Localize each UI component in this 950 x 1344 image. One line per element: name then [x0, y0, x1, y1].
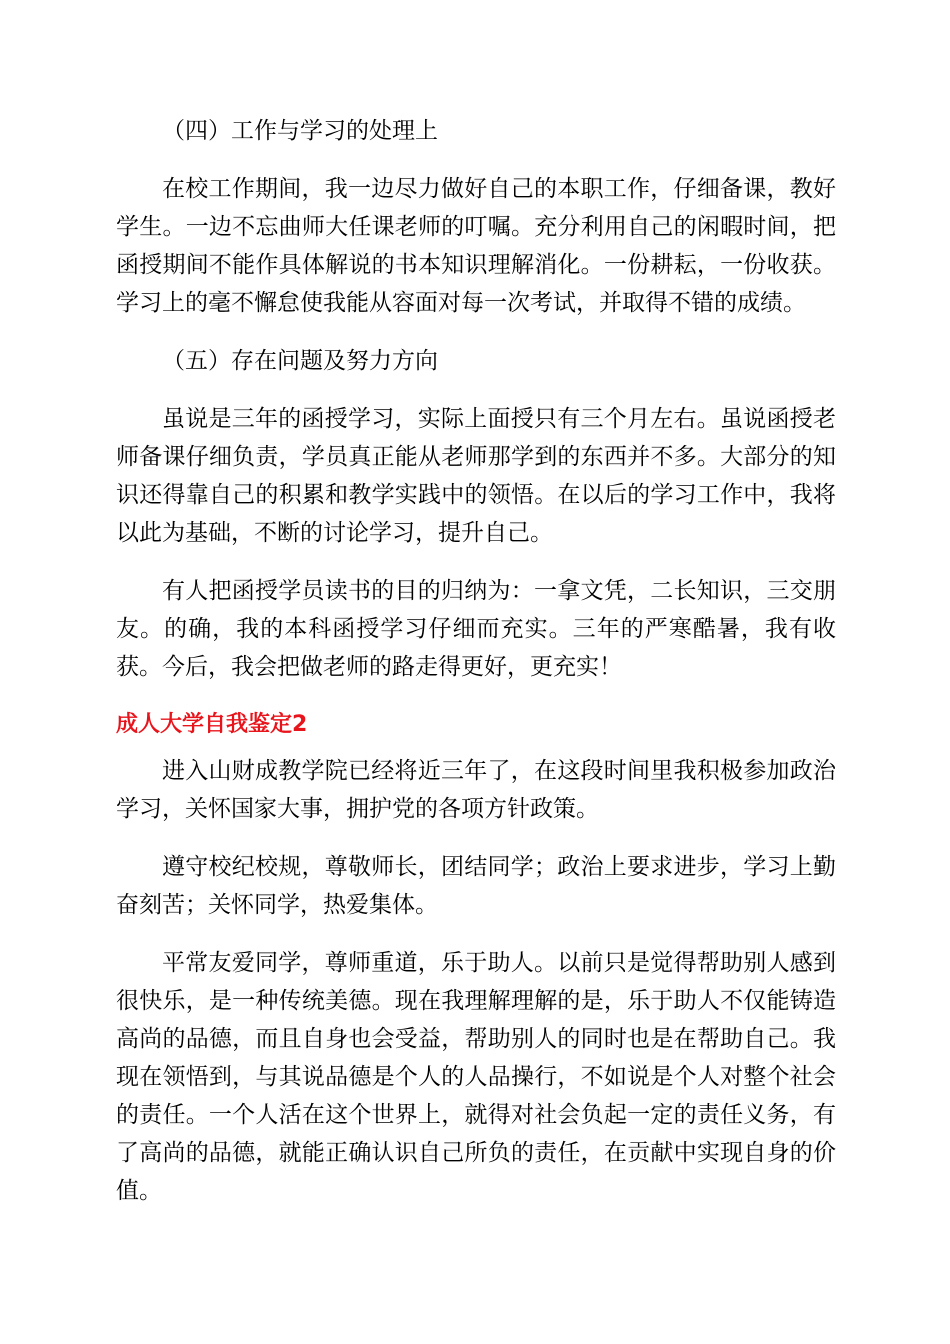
- paragraph-discipline: 遵守校纪校规，尊敬师长，团结同学；政治上要求进步，学习上勤奋刻苦；关怀同学，热爱集体。: [116, 854, 836, 918]
- paragraph-politics: 进入山财成教学院已经将近三年了，在这段时间里我积极参加政治学习，关怀国家大事，拥护党的各项方针政策。: [116, 758, 836, 822]
- sub-heading-four: （四）工作与学习的处理上: [162, 118, 438, 144]
- paragraph-summary: 有人把函授学员读书的目的归纳为：一拿文凭，二长知识，三交朋友。的确，我的本科函授学习仔细而充实。三年的严寒酷暑，我有收获。今后，我会把做老师的路走得更好，更充实！: [116, 578, 836, 680]
- section-title: 成人大学自我鉴定2: [116, 712, 308, 737]
- paragraph-problems: 虽说是三年的函授学习，实际上面授只有三个月左右。虽说函授老师备课仔细负责，学员真正能从老师那学到的东西并不多。大部分的知识还得靠自己的积累和教学实践中的领悟。在以后的学习工作中，我将以此为基础，不断的讨论学习，提升自己。: [116, 406, 836, 546]
- paragraph-morality: 平常友爱同学，尊师重道，乐于助人。以前只是觉得帮助别人感到很快乐，是一种传统美德。现在我理解理解的是，乐于助人不仅能铸造高尚的品德，而且自身也会受益，帮助别人的同时也是在帮助自己。我现在领悟到，与其说品德是个人的人品操行，不如说是个人对整个社会的责任。一个人活在这个世界上，就得对社会负起一定的责任义务，有了高尚的品德，就能正确认识自己所负的责任，在贡献中实现自身的价值。: [116, 950, 836, 1204]
- paragraph-work-study: 在校工作期间，我一边尽力做好自己的本职工作，仔细备课，教好学生。一边不忘曲师大任课老师的叮嘱。充分利用自己的闲暇时间，把函授期间不能作具体解说的书本知识理解消化。一份耕耘，一份收获。学习上的毫不懈怠使我能从容面对每一次考试，并取得不错的成绩。: [116, 176, 836, 316]
- document-page: [116, 112, 836, 1230]
- sub-heading-five: （五）存在问题及努力方向: [162, 348, 438, 374]
